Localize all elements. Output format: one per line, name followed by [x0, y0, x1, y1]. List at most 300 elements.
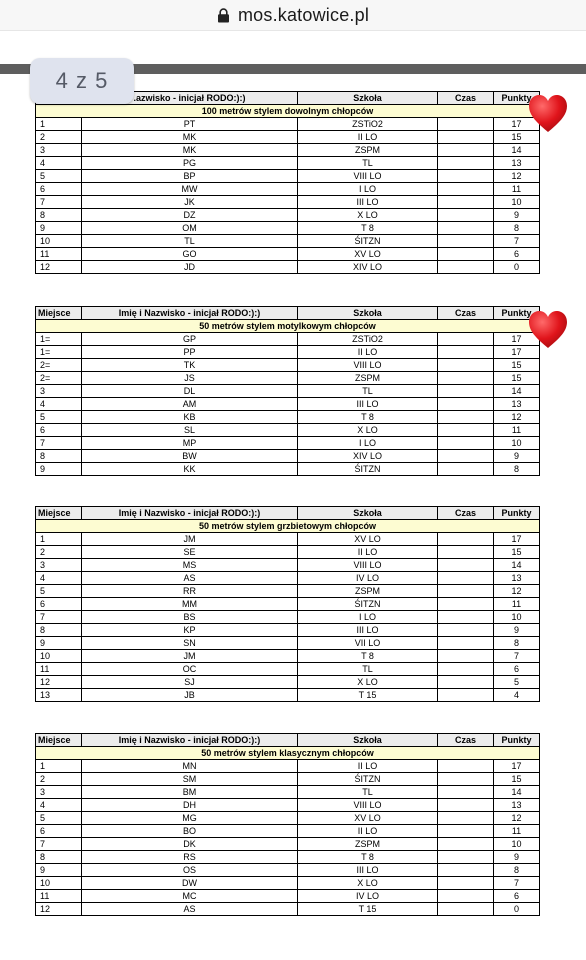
cell-points: 8 — [494, 463, 540, 476]
cell-name: RR — [82, 585, 298, 598]
cell-name: JM — [82, 650, 298, 663]
cell-name: DK — [82, 838, 298, 851]
cell-school: II LO — [298, 760, 438, 773]
cell-time — [438, 450, 494, 463]
cell-name: GO — [82, 248, 298, 261]
results-table-100m-freestyle — [35, 91, 539, 274]
results-table — [35, 91, 540, 274]
cell-school: VIII LO — [298, 170, 438, 183]
cell-name: SM — [82, 773, 298, 786]
cell-school: T 8 — [298, 650, 438, 663]
cell-points: 12 — [494, 411, 540, 424]
cell-place: 9 — [36, 864, 82, 877]
cell-school: TL — [298, 157, 438, 170]
cell-place: 11 — [36, 248, 82, 261]
table-row — [36, 903, 540, 916]
cell-place: 7 — [36, 437, 82, 450]
url-text: mos.katowice.pl — [237, 4, 370, 25]
cell-time — [438, 170, 494, 183]
cell-name: JK — [82, 196, 298, 209]
cell-school: III LO — [298, 196, 438, 209]
cell-time — [438, 235, 494, 248]
cell-name: BO — [82, 825, 298, 838]
table-row — [36, 676, 540, 689]
cell-points: 8 — [494, 864, 540, 877]
cell-name: PT — [82, 118, 298, 131]
cell-points: 6 — [494, 663, 540, 676]
cell-points: 12 — [494, 170, 540, 183]
cell-place: 13 — [36, 689, 82, 702]
cell-place: 6 — [36, 598, 82, 611]
cell-school: XV LO — [298, 533, 438, 546]
cell-name: MK — [82, 144, 298, 157]
cell-time — [438, 248, 494, 261]
cell-place: 8 — [36, 851, 82, 864]
cell-name: SN — [82, 637, 298, 650]
cell-points: 7 — [494, 650, 540, 663]
cell-time — [438, 118, 494, 131]
table-row — [36, 572, 540, 585]
cell-school: XIV LO — [298, 261, 438, 274]
cell-points: 0 — [494, 903, 540, 916]
table-row — [36, 773, 540, 786]
cell-name: PG — [82, 157, 298, 170]
cell-points: 17 — [494, 333, 540, 346]
table-header-row — [36, 507, 540, 520]
cell-school: TL — [298, 786, 438, 799]
cell-place: 6 — [36, 424, 82, 437]
event-title: 50 metrów stylem klasycznym chłopców — [36, 747, 540, 760]
cell-time — [438, 398, 494, 411]
cell-place: 10 — [36, 235, 82, 248]
table-row — [36, 637, 540, 650]
results-table — [35, 506, 540, 702]
cell-school: TL — [298, 385, 438, 398]
cell-points: 17 — [494, 346, 540, 359]
cell-place: 4 — [36, 157, 82, 170]
cell-time — [438, 424, 494, 437]
cell-school: ZSPM — [298, 838, 438, 851]
cell-name: KP — [82, 624, 298, 637]
table-row — [36, 825, 540, 838]
cell-time — [438, 786, 494, 799]
cell-place: 5 — [36, 170, 82, 183]
table-row — [36, 663, 540, 676]
cell-points: 6 — [494, 890, 540, 903]
cell-school: T 8 — [298, 222, 438, 235]
cell-school: III LO — [298, 864, 438, 877]
cell-points: 17 — [494, 533, 540, 546]
cell-place: 7 — [36, 611, 82, 624]
header-name: Imię i Nazwisko - inicjał RODO:):) — [82, 734, 298, 747]
cell-points: 13 — [494, 398, 540, 411]
table-row — [36, 248, 540, 261]
cell-points: 13 — [494, 157, 540, 170]
cell-points: 14 — [494, 144, 540, 157]
cell-name: BS — [82, 611, 298, 624]
cell-place: 11 — [36, 890, 82, 903]
cell-place: 12 — [36, 903, 82, 916]
cell-school: X LO — [298, 676, 438, 689]
cell-time — [438, 385, 494, 398]
header-points: Punkty — [494, 92, 540, 105]
cell-time — [438, 157, 494, 170]
cell-points: 10 — [494, 611, 540, 624]
cell-points: 9 — [494, 624, 540, 637]
cell-school: T 15 — [298, 689, 438, 702]
cell-place: 1= — [36, 346, 82, 359]
cell-place: 4 — [36, 398, 82, 411]
header-time: Czas — [438, 92, 494, 105]
cell-school: VIII LO — [298, 799, 438, 812]
cell-time — [438, 663, 494, 676]
cell-points: 10 — [494, 196, 540, 209]
cell-time — [438, 903, 494, 916]
cell-name: DW — [82, 877, 298, 890]
cell-time — [438, 209, 494, 222]
cell-school: I LO — [298, 611, 438, 624]
table-row — [36, 118, 540, 131]
table-row — [36, 611, 540, 624]
cell-name: MK — [82, 131, 298, 144]
cell-name: RS — [82, 851, 298, 864]
results-table-50m-breaststroke — [35, 733, 539, 916]
cell-time — [438, 131, 494, 144]
cell-time — [438, 624, 494, 637]
cell-points: 6 — [494, 248, 540, 261]
cell-points: 17 — [494, 118, 540, 131]
cell-name: BP — [82, 170, 298, 183]
cell-time — [438, 864, 494, 877]
cell-school: ŚITZN — [298, 598, 438, 611]
header-school: Szkoła — [298, 507, 438, 520]
cell-school: T 8 — [298, 851, 438, 864]
cell-time — [438, 799, 494, 812]
table-row — [36, 689, 540, 702]
cell-school: II LO — [298, 825, 438, 838]
cell-time — [438, 773, 494, 786]
table-row — [36, 144, 540, 157]
header-time: Czas — [438, 307, 494, 320]
cell-points: 15 — [494, 131, 540, 144]
results-table — [35, 306, 540, 476]
cell-school: ŚITZN — [298, 773, 438, 786]
cell-school: VII LO — [298, 637, 438, 650]
header-points: Punkty — [494, 307, 540, 320]
cell-time — [438, 812, 494, 825]
cell-time — [438, 222, 494, 235]
cell-school: II LO — [298, 546, 438, 559]
header-place: Miejsce — [36, 307, 82, 320]
cell-name: JS — [82, 372, 298, 385]
cell-school: X LO — [298, 877, 438, 890]
cell-school: ŚITZN — [298, 235, 438, 248]
cell-name: BM — [82, 786, 298, 799]
cell-name: OS — [82, 864, 298, 877]
cell-place: 10 — [36, 877, 82, 890]
cell-time — [438, 825, 494, 838]
cell-points: 11 — [494, 424, 540, 437]
cell-points: 15 — [494, 546, 540, 559]
cell-time — [438, 676, 494, 689]
cell-place: 2 — [36, 546, 82, 559]
cell-place: 1 — [36, 118, 82, 131]
cell-name: MW — [82, 183, 298, 196]
cell-name: OM — [82, 222, 298, 235]
lock-icon — [217, 8, 230, 23]
table-row — [36, 261, 540, 274]
cell-points: 8 — [494, 637, 540, 650]
cell-name: TK — [82, 359, 298, 372]
cell-place: 5 — [36, 411, 82, 424]
cell-name: MM — [82, 598, 298, 611]
cell-time — [438, 559, 494, 572]
cell-time — [438, 533, 494, 546]
cell-time — [438, 838, 494, 851]
table-row — [36, 877, 540, 890]
cell-name: SL — [82, 424, 298, 437]
header-name: .azwisko - inicjał RODO:):) — [82, 92, 298, 105]
cell-place: 8 — [36, 624, 82, 637]
cell-points: 15 — [494, 359, 540, 372]
header-time: Czas — [438, 507, 494, 520]
cell-time — [438, 261, 494, 274]
cell-name: JM — [82, 533, 298, 546]
cell-school: II LO — [298, 346, 438, 359]
cell-school: TL — [298, 663, 438, 676]
cell-place: 2= — [36, 372, 82, 385]
table-row — [36, 385, 540, 398]
event-title: 50 metrów stylem motylkowym chłopców — [36, 320, 540, 333]
table-row — [36, 170, 540, 183]
cell-points: 15 — [494, 773, 540, 786]
cell-name: MC — [82, 890, 298, 903]
cell-time — [438, 851, 494, 864]
results-table-50m-butterfly — [35, 306, 539, 476]
cell-name: SJ — [82, 676, 298, 689]
cell-school: ZSTiO2 — [298, 333, 438, 346]
table-header-row — [36, 734, 540, 747]
table-row — [36, 786, 540, 799]
table-row — [36, 424, 540, 437]
cell-place: 6 — [36, 825, 82, 838]
cell-points: 11 — [494, 825, 540, 838]
cell-name: JB — [82, 689, 298, 702]
cell-points: 9 — [494, 851, 540, 864]
cell-points: 4 — [494, 689, 540, 702]
cell-time — [438, 372, 494, 385]
cell-time — [438, 637, 494, 650]
cell-points: 14 — [494, 559, 540, 572]
cell-time — [438, 760, 494, 773]
cell-time — [438, 196, 494, 209]
cell-points: 11 — [494, 598, 540, 611]
cell-school: VIII LO — [298, 359, 438, 372]
cell-points: 5 — [494, 676, 540, 689]
table-row — [36, 598, 540, 611]
cell-place: 1 — [36, 533, 82, 546]
cell-place: 3 — [36, 385, 82, 398]
cell-place: 9 — [36, 463, 82, 476]
cell-school: III LO — [298, 398, 438, 411]
cell-school: VIII LO — [298, 559, 438, 572]
cell-points: 7 — [494, 235, 540, 248]
cell-school: ZSPM — [298, 585, 438, 598]
cell-school: T 15 — [298, 903, 438, 916]
cell-name: MS — [82, 559, 298, 572]
table-row — [36, 222, 540, 235]
cell-time — [438, 877, 494, 890]
header-school: Szkoła — [298, 307, 438, 320]
cell-school: XV LO — [298, 248, 438, 261]
cell-time — [438, 611, 494, 624]
cell-name: MP — [82, 437, 298, 450]
browser-url-bar[interactable] — [0, 0, 586, 31]
cell-name: TL — [82, 235, 298, 248]
cell-place: 2= — [36, 359, 82, 372]
table-row — [36, 533, 540, 546]
cell-name: PP — [82, 346, 298, 359]
table-row — [36, 799, 540, 812]
table-row — [36, 838, 540, 851]
cell-place: 12 — [36, 676, 82, 689]
table-row — [36, 650, 540, 663]
cell-time — [438, 346, 494, 359]
header-place: Miejsce — [36, 507, 82, 520]
heart-icon — [527, 310, 569, 350]
table-row — [36, 450, 540, 463]
header-name: Imię i Nazwisko - inicjał RODO:):) — [82, 307, 298, 320]
cell-points: 12 — [494, 585, 540, 598]
table-row — [36, 372, 540, 385]
cell-time — [438, 585, 494, 598]
cell-school: ZSPM — [298, 144, 438, 157]
cell-time — [438, 650, 494, 663]
cell-name: AS — [82, 903, 298, 916]
header-time: Czas — [438, 734, 494, 747]
cell-school: T 8 — [298, 411, 438, 424]
table-row — [36, 209, 540, 222]
cell-place: 9 — [36, 637, 82, 650]
table-row — [36, 463, 540, 476]
cell-school: ZSPM — [298, 372, 438, 385]
header-points: Punkty — [494, 507, 540, 520]
cell-school: XV LO — [298, 812, 438, 825]
cell-name: KK — [82, 463, 298, 476]
event-title: 50 metrów stylem grzbietowym chłopców — [36, 520, 540, 533]
cell-school: I LO — [298, 437, 438, 450]
cell-school: I LO — [298, 183, 438, 196]
cell-name: AM — [82, 398, 298, 411]
cell-school: ŚITZN — [298, 463, 438, 476]
header-school: Szkoła — [298, 734, 438, 747]
table-row — [36, 157, 540, 170]
cell-place: 5 — [36, 585, 82, 598]
table-row — [36, 585, 540, 598]
cell-name: JD — [82, 261, 298, 274]
cell-time — [438, 689, 494, 702]
cell-time — [438, 437, 494, 450]
cell-school: III LO — [298, 624, 438, 637]
cell-place: 9 — [36, 222, 82, 235]
header-school: Szkoła — [298, 92, 438, 105]
cell-place: 3 — [36, 144, 82, 157]
cell-points: 10 — [494, 437, 540, 450]
event-title-row — [36, 747, 540, 760]
table-row — [36, 346, 540, 359]
cell-time — [438, 411, 494, 424]
cell-points: 15 — [494, 372, 540, 385]
cell-school: X LO — [298, 424, 438, 437]
table-row — [36, 411, 540, 424]
cell-name: DZ — [82, 209, 298, 222]
table-row — [36, 559, 540, 572]
cell-place: 2 — [36, 773, 82, 786]
cell-points: 11 — [494, 183, 540, 196]
table-row — [36, 760, 540, 773]
table-row — [36, 864, 540, 877]
cell-time — [438, 359, 494, 372]
cell-name: OC — [82, 663, 298, 676]
cell-time — [438, 183, 494, 196]
cell-place: 8 — [36, 209, 82, 222]
cell-time — [438, 463, 494, 476]
cell-points: 13 — [494, 572, 540, 585]
table-row — [36, 398, 540, 411]
cell-time — [438, 546, 494, 559]
cell-points: 8 — [494, 222, 540, 235]
cell-points: 14 — [494, 786, 540, 799]
cell-points: 9 — [494, 450, 540, 463]
cell-time — [438, 890, 494, 903]
cell-points: 10 — [494, 838, 540, 851]
cell-time — [438, 144, 494, 157]
table-row — [36, 546, 540, 559]
table-row — [36, 890, 540, 903]
table-row — [36, 624, 540, 637]
cell-place: 11 — [36, 663, 82, 676]
cell-place: 7 — [36, 196, 82, 209]
cell-school: IV LO — [298, 572, 438, 585]
header-place: Miejsce — [36, 734, 82, 747]
cell-points: 7 — [494, 877, 540, 890]
cell-place: 3 — [36, 786, 82, 799]
cell-school: IV LO — [298, 890, 438, 903]
cell-place: 1= — [36, 333, 82, 346]
cell-points: 9 — [494, 209, 540, 222]
cell-name: DL — [82, 385, 298, 398]
table-row — [36, 131, 540, 144]
cell-place: 4 — [36, 799, 82, 812]
results-table — [35, 733, 540, 916]
cell-name: SE — [82, 546, 298, 559]
cell-name: GP — [82, 333, 298, 346]
table-row — [36, 333, 540, 346]
event-title-row — [36, 105, 540, 118]
table-row — [36, 183, 540, 196]
cell-place: 10 — [36, 650, 82, 663]
cell-points: 14 — [494, 385, 540, 398]
cell-school: ZSTiO2 — [298, 118, 438, 131]
cell-place: 12 — [36, 261, 82, 274]
header-points: Punkty — [494, 734, 540, 747]
results-table-50m-backstroke — [35, 506, 539, 702]
header-name: Imię i Nazwisko - inicjał RODO:):) — [82, 507, 298, 520]
cell-place: 6 — [36, 183, 82, 196]
table-row — [36, 196, 540, 209]
cell-school: II LO — [298, 131, 438, 144]
table-row — [36, 235, 540, 248]
